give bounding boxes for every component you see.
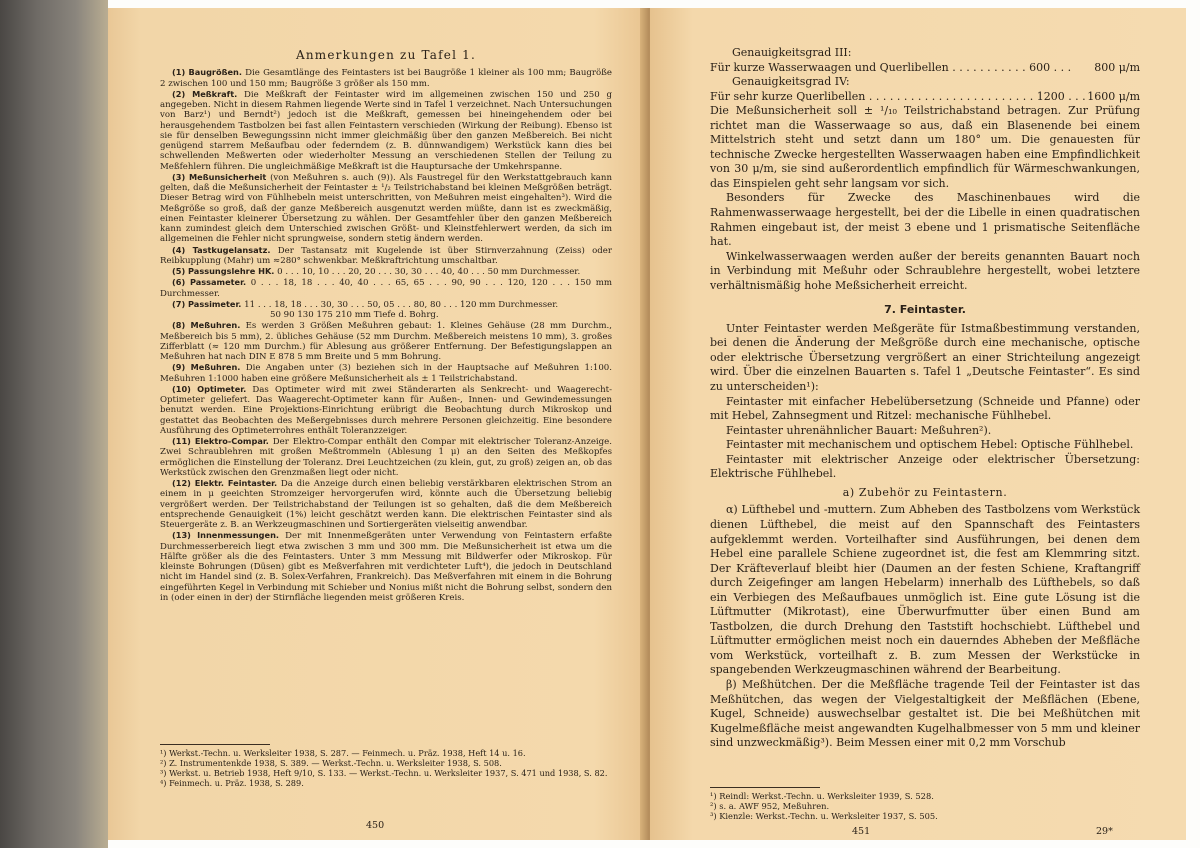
note-paragraph [160,384,612,436]
paragraph: Besonders für Zwecke des Maschinenbaues wird die Rahmenwasserwaage hergestellt, bei der die Libelle in einen quadratischen Rahmen eingebaut ist, der meist 3 ebene und 1 prismatische Seitenfläche hat. [710,191,1140,249]
note-paragraph [160,320,612,362]
grade-4-row [710,90,1140,105]
right-page [650,8,1186,840]
paragraph: β) Meßhütchen. Der die Meßfläche tragende Teil der Feintaster ist das Meßhütchen, das wegen der Vielgestaltigkeit der Meßflächen (Ebene, Kugel, Schneide) auswechselbar gestaltet ist. Die bei Meßhütchen mit Kugelmeßfläche meist angewandten Kugelhalbmesser von 5 mm und kleiner sind unzweckmäßig³). Beim Messen einer mit 0,2 mm Vorschub [710,677,1140,750]
paragraph: Die Meßunsicherheit soll ± ¹/₁₀ Teilstrichabstand betragen. Zur Prüfung richtet man die Wasserwaage so aus, daß ein Blasenende bei einem Mittelstrich steht und setzt dann um 180° um. Die genauesten für technische Zwecke hergestellten Wasserwaagen haben eine Empfindlichkeit von 30 μ/m, sie sind außerordentlich empfindlich für Wärmeschwankungen, das Einspielen geht sehr langsam vor sich. [710,104,1140,190]
right-footnotes [710,791,1140,821]
note-heading: (12) Elektr. Feintaster. [172,478,278,488]
paragraph: Feintaster mit mechanischem und optischem Hebel: Optische Fühlhebel. [726,438,1134,452]
section-heading: 7. Feintaster. [884,303,966,317]
grade-4-text: Für sehr kurze Querlibellen . . . . . . . . . . . . . . . . . . . . . . . . 1200 . . . [710,89,1086,103]
note-heading: (10) Optimeter. [172,383,247,394]
grade-4-value: 1600 μ/m [1087,89,1140,103]
note-text: 50 90 130 175 210 mm Tiefe d. Bohrg. [270,310,439,320]
note-text: Die Angaben unter (3) beziehen sich in der Hauptsache auf Meßuhren 1:100. Meßuhren 1:1000 haben eine größere Meßunsicherheit als ± 1 Teilstrichabstand. [160,363,612,384]
page-title: Anmerkungen zu Tafel 1. [295,48,476,62]
note-text: Der Elektro-Compar enthält den Compar mit elektrischer Toleranz-Anzeige. Zwei Schraublehren mit großen Meßtrommeln (Ablesung 1 μ) an den Seiten des Meßkopfes ermöglichen die Einstellung der Toleranz. Drei Leuchtzeichen (zu klein, gut, zu groß) zeigen an, ob das Werkstück zwischen den Grenzmaßen liegt oder nicht. [160,437,612,478]
grade-3-label: Genauigkeitsgrad III: [732,46,852,59]
page-number-right: 451 [852,826,871,837]
note-text: Der Tastansatz mit Kugelende ist über Stirnverzahnung (Zeiss) oder Reibkupplung (Mahr) um ≈280° schwenkbar. Meßkraftrichtung umschaltbar. [160,245,612,266]
subheading: a) Zubehör zu Feintastern. [842,485,1008,499]
grade-3-value: 800 μ/m [1094,60,1140,74]
footnote: ³) Kienzle: Werkst.-Techn. u. Werksleiter 1937, S. 505. [710,811,938,821]
grade-3-row [710,61,1140,76]
right-column [710,46,1140,751]
note-heading: (5) Passungslehre HK. [172,266,275,276]
note-heading: (3) Meßunsicherheit [172,171,267,182]
note-paragraph [160,277,612,299]
note-paragraph [160,362,612,384]
note-heading: (4) Tastkugelansatz. [172,244,271,255]
footnote: ²) s. a. AWF 952, Meßuhren. [710,801,830,811]
note-paragraph [160,172,612,245]
note-heading: (1) Baugrößen. [172,67,242,78]
grade-3-text: Für kurze Wasserwaagen und Querlibellen . . . . . . . . . . . 600 . . . [710,60,1072,74]
book-edge [0,0,108,848]
note-paragraph [160,67,612,89]
note-text: 0 . . . 10, 10 . . . 20, 20 . . . 30, 30 . . . 40, 40 . . . 50 mm Durchmesser. [274,267,581,277]
paragraph: α) Lüfthebel und -muttern. Zum Abheben des Tastbolzens vom Werkstück dienen Lüfthebel, die meist auf den Spannschaft des Feintasters aufgeklemmt werden. Vorteilhafter sind Ausführungen, bei denen dem Hebel eine parallele Schiene zugeordnet ist, die fest am Klemmring sitzt. Der Kräfteverlauf bleibt hier (Daumen an der festen Schiene, Kraftangriff durch Zeigefinger am langen Hebelarm) innerhalb des Lüfthebels, so daß ein Verbiegen des Meßaufbaues unmöglich ist. Eine gute Lösung ist die Lüftmutter (Mikrotast), eine Überwurfmutter über einen Bund am Tastbolzen, die durch Drehung den Taststift hochschiebt. Lüfthebel und Lüftmutter ermöglichen meist noch ein dauerndes Abheben der Meßfläche vom Werkstück, vorteilhaft z. B. zum Messen der Werkstücke in spangebenden Werkzeugmaschinen während der Bearbeitung. [710,503,1140,677]
paragraph: Feintaster mit elektrischer Anzeige oder elektrischer Übersetzung: Elektrische Fühlhebel. [710,452,1140,481]
note-text: Die Gesamtlänge des Feintasters ist bei Baugröße 1 kleiner als 100 mm; Baugröße 2 zwischen 100 und 150 mm; Baugröße 3 größer als 150 mm. [160,68,613,89]
left-page [108,8,648,840]
note-paragraph [160,266,612,277]
page-number-left: 450 [366,820,385,831]
note-paragraph [160,299,612,310]
footnote: ¹) Reindl: Werkst.-Techn. u. Werksleiter 1939, S. 528. [710,791,934,801]
paragraph: Unter Feintaster werden Meßgeräte für Istmaßbestimmung verstanden, bei denen die Änderung der Meßgröße durch eine mechanische, optische oder elektrische Übersetzung vergrößert an einer Strichteilung angezeigt wird. Über die einzelnen Bauarten s. Tafel 1 „Deutsche Feintaster“. Es sind zu unterscheiden¹): [710,321,1140,394]
note-heading: (8) Meßuhren. [172,320,241,331]
grade-4-label: Genauigkeitsgrad IV: [732,75,850,89]
note-paragraph [160,478,612,530]
note-heading: (13) Innenmessungen. [172,530,280,541]
note-heading: (7) Passimeter. [172,298,242,309]
footnote: ¹) Werkst.-Techn. u. Werksleiter 1938, S. 287. — Feinmech. u. Präz. 1938, Heft 14 u. 16. [160,748,526,758]
footnote-rule [710,787,820,788]
note-text: Da die Anzeige durch einen beliebig verstärkbaren elektrischen Strom an einem in μ geeichten Stromzeiger hervorgerufen wird, könnte auch die Übersetzung beliebig vergrößert werden. Der Teilstrichabstand der Teilungen ist so gehalten, daß die dem Meßbereich entsprechende Genauigkeit (1%) leicht geschätzt werden kann. Die elektrischen Feintaster sind als Steuergeräte z. B. an Werkzeugmaschinen und Sortiergeräten vielseitig anwendbar. [160,479,612,530]
note-text: Die Meßkraft der Feintaster wird im allgemeinen zwischen 150 und 250 g angegeben. Nicht in diesem Rahmen liegende Werte sind in Tafel 1 verzeichnet. Nach Untersuchungen von Barz¹) und Berndt²) jedoch ist die Meßkraft, gemessen bei hineingehendem oder bei herausgehendem Tastbolzen bei fast allen Feintastern verschieden (Wirkung der Reibung). Ebenso ist sie für denselben Bewegungssinn nicht immer gleichmäßig über den ganzen Meßbereich. Bei nicht genügend starrem Meßaufbau oder federndem (z. B. dünnwandigem) Werkstück kann dies bei schwellenden Meßwerten oder wiederholter Messung an verschiedenen Stellen der Teilung zu Meßfehlern führen. Die ungleichmäßige Meßkraft ist die Hauptursache der Umkehrspanne. [160,89,612,172]
note-text: (von Meßuhren s. auch (9)). Als Faustregel für den Werkstattgebrauch kann gelten, daß die Meßunsicherheit der Feintaster ± ¹/₂ Teilstrichabstand bei kleinen Meßgrößen beträgt. Dieser Betrag wird von Fühlhebeln meist unterschritten, von Meßuhren meist eingehalten³). Wird die Meßgröße so groß, daß der ganze Meßbereich ausgenutzt werden müßte, dann ist es zweckmäßig, einen Feintaster kleinerer Übersetzung zu wählen. Der Gesamtfehler über den ganzen Meßbereich kann zumindest gleich dem Unterschied zwischen Größt- und Kleinstfehlerwert werden, da sich im allgemeinen die Fehler nicht sprungweise, sondern stetig ändern werden. [160,172,612,245]
left-footnotes [160,748,612,788]
footnote: ²) Z. Instrumentenkde 1938, S. 389. — Werkst.-Techn. u. Werksleiter 1938, S. 508. [160,758,502,768]
note-paragraph [160,245,612,267]
note-heading: (11) Elektro-Compar. [172,436,269,446]
left-column [160,38,612,603]
sheet-signature: 29* [1096,826,1113,837]
footnote-rule [160,744,270,745]
paragraph: Winkelwasserwaagen werden außer der bereits genannten Bauart noch in Verbindung mit Meßuhr oder Schraublehre hergestellt, wobei letztere verhältnismäßig hohe Meßsicherheit erreicht. [710,249,1140,292]
note-text: Es werden 3 Größen Meßuhren gebaut: 1. Kleines Gehäuse (28 mm Durchm., Meßbereich bis 5 mm), 2. übliches Gehäuse (52 mm Durchm. Meßbereich meistens 10 mm), 3. großes Zifferblatt (≈ 120 mm Durchm.) für Ablesung aus größerer Entfernung. Der Befestigungslappen an Meßuhren hat nach DIN E 878 5 mm Breite und 5 mm Bohrung. [160,321,612,362]
note-text: Der mit Innenmeßgeräten unter Verwendung von Feintastern erfaßte Durchmesserbereich liegt etwa zwischen 3 mm und 300 mm. Die Meßunsicherheit ist etwa um die Hälfte größer als die des Feintasters. Unter 3 mm Messung mit Bildwerfer oder Mikroskop. Für kleinste Bohrungen (Düsen) gibt es Meßverfahren mit verdichteter Luft⁴), die jedoch in Deutschland nicht im Handel sind (z. B. Solex-Verfahren, Frankreich). Das Meßverfahren mit einem in die Bohrung eingeführten Kegel in Verbindung mit Schieber und Nonius mißt nicht die Bohrung selbst, sondern den in (oder einen in der) der Stirnfläche liegenden meist größeren Kreis. [160,531,612,603]
note-paragraph [160,310,612,320]
paragraph: Feintaster mit einfacher Hebelübersetzung (Schneide und Pfanne) oder mit Hebel, Zahnsegment und Ritzel: mechanische Fühlhebel. [710,394,1140,423]
paragraph: Feintaster uhrenähnlicher Bauart: Meßuhren²). [726,423,992,437]
notes-list [160,67,612,603]
note-heading: (9) Meßuhren. [172,362,241,373]
note-heading: (2) Meßkraft. [172,88,238,99]
footnote: ³) Werkst. u. Betrieb 1938, Heft 9/10, S. 133. — Werkst.-Techn. u. Werksleiter 1937, S. 471 und 1938, S. 82. [160,768,608,778]
note-text: 11 . . . 18, 18 . . . 30, 30 . . . 50, 05 . . . 80, 80 . . . 120 mm Durchmesser. [241,299,559,310]
note-text: Das Optimeter wird mit zwei Ständerarten als Senkrecht- und Waagerecht-Optimeter geliefert. Das Waagerecht-Optimeter kann für Außen-, Innen- und Gewindemessungen benutzt werden. Eine Projektions-Einrichtung erübrigt die Beobachtung durch Mikroskop und gestattet das Beobachten des Meßergebnisses durch mehrere Personen gleichzeitig. Eine besondere Ausführung des Optimeterrohres enthält Toleranzzeiger. [160,384,612,436]
note-text: 0 . . . 18, 18 . . . 40, 40 . . . 65, 65 . . . 90, 90 . . . 120, 120 . . . 150 mm Durchmesser. [160,278,613,299]
footnote: ⁴) Feinmech. u. Präz. 1938, S. 289. [160,778,304,788]
note-heading: (6) Passameter. [172,277,247,288]
note-paragraph [160,89,612,172]
note-paragraph [160,436,612,478]
note-paragraph [160,530,612,603]
